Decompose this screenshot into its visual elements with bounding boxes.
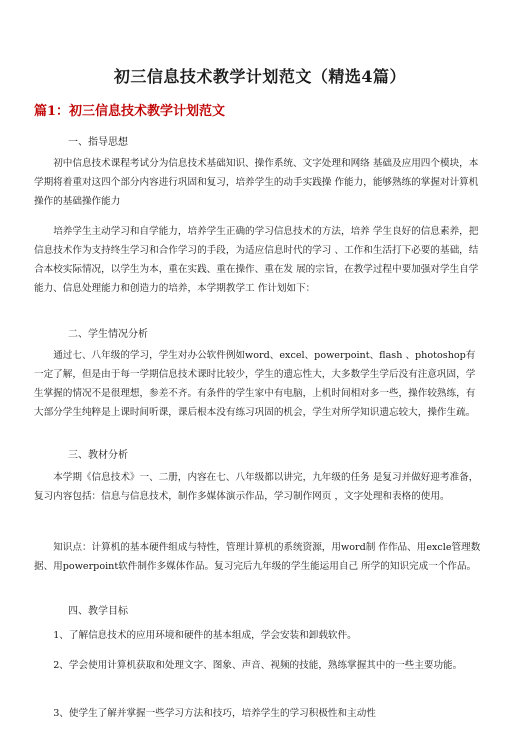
section-paragraph bbox=[34, 222, 482, 298]
document-title: 初三信息技术教学计划范文（精选4篇） bbox=[113, 67, 407, 86]
article-subtitle: 篇1：初三信息技术教学计划范文 bbox=[34, 104, 226, 119]
section-paragraph bbox=[34, 656, 482, 675]
section-paragraph bbox=[34, 538, 482, 576]
paragraph-text: 知识点：计算机的基本硬件组成与特性，管理计算机的系统资源，用word制 作作品、用excle管理数据、用powerpoint软件制作多媒体作品。复习完后九年级的学生能运用自己 所学的知识完成一个作品。 bbox=[34, 542, 481, 572]
paragraph-text: 1、了解信息技术的应用环境和硬件的基本组成，学会安装和卸载软件。 bbox=[53, 630, 357, 641]
paragraph-text: 本学期《信息技术》一、二册，内容在七、八年级都以讲完，九年级的任务 是复习并做好迎考准备，复习内容包括：信息与信息技术，制作多媒体演示作品，学习制作网页 ，文字处理和表格的使用。 bbox=[34, 472, 479, 502]
section-paragraph bbox=[34, 468, 482, 506]
paragraph-text: 初中信息技术课程考试分为信息技术基础知识、操作系统、文字处理和网络 基础及应用四个模块，本学期将着重对这四个部分内容进行巩固和复习，培养学生的动手实践操 作能力，能够熟练的掌握对计算机操作的基础操作能力 bbox=[34, 158, 479, 207]
section-paragraph bbox=[34, 346, 482, 422]
paragraph-text: 3、使学生了解并掌握一些学习方法和技巧，培养学生的学习积极性和主动性 bbox=[53, 708, 376, 719]
paragraph-text: 培养学生主动学习和自学能力，培养学生正确的学习信息技术的方法，培养 学生良好的信息素养，把信息技术作为支持终生学习和合作学习的手段，为适应信息时代的学习 、工作和生活打下必要的基础，结合本校实际情况，以学生为本，重在实践、重在操作、重在发 展的宗旨，在教学过程中要加强对学生自学能力、信息处理能力和创造力的培养，本学期教学工 作计划如下： bbox=[34, 226, 479, 294]
section-paragraph bbox=[34, 704, 482, 723]
section-paragraph bbox=[34, 626, 482, 645]
paragraph-text: 2、学会使用计算机获取和处理文字、图象、声音、视频的技能，熟练掌握其中的一些主要功能。 bbox=[53, 660, 463, 671]
section-heading: 二、学生情况分析 bbox=[68, 329, 148, 340]
paragraph-text: 通过七、八年级的学习，学生对办公软件例如word、excel、powerpoint、flash 、photoshop有一定了解，但是由于每一学期信息技术课时比较少，学生的遗忘性大，大多数学生学后没有注意巩固，学生掌握的情况不是很理想，参差不齐。有条件的学生家中有电脑，上机时间相对多一些，操作较熟练，有大部分学生纯粹是上课时间听课，课后根本没有练习巩固的机会，学生对所学知识遗忘较大，操作生疏。 bbox=[34, 350, 476, 418]
section-heading: 三、教材分析 bbox=[68, 450, 128, 461]
section-heading: 一、指导思想 bbox=[68, 137, 128, 148]
section-heading: 四、教学目标 bbox=[68, 606, 128, 617]
section-paragraph bbox=[34, 154, 482, 211]
